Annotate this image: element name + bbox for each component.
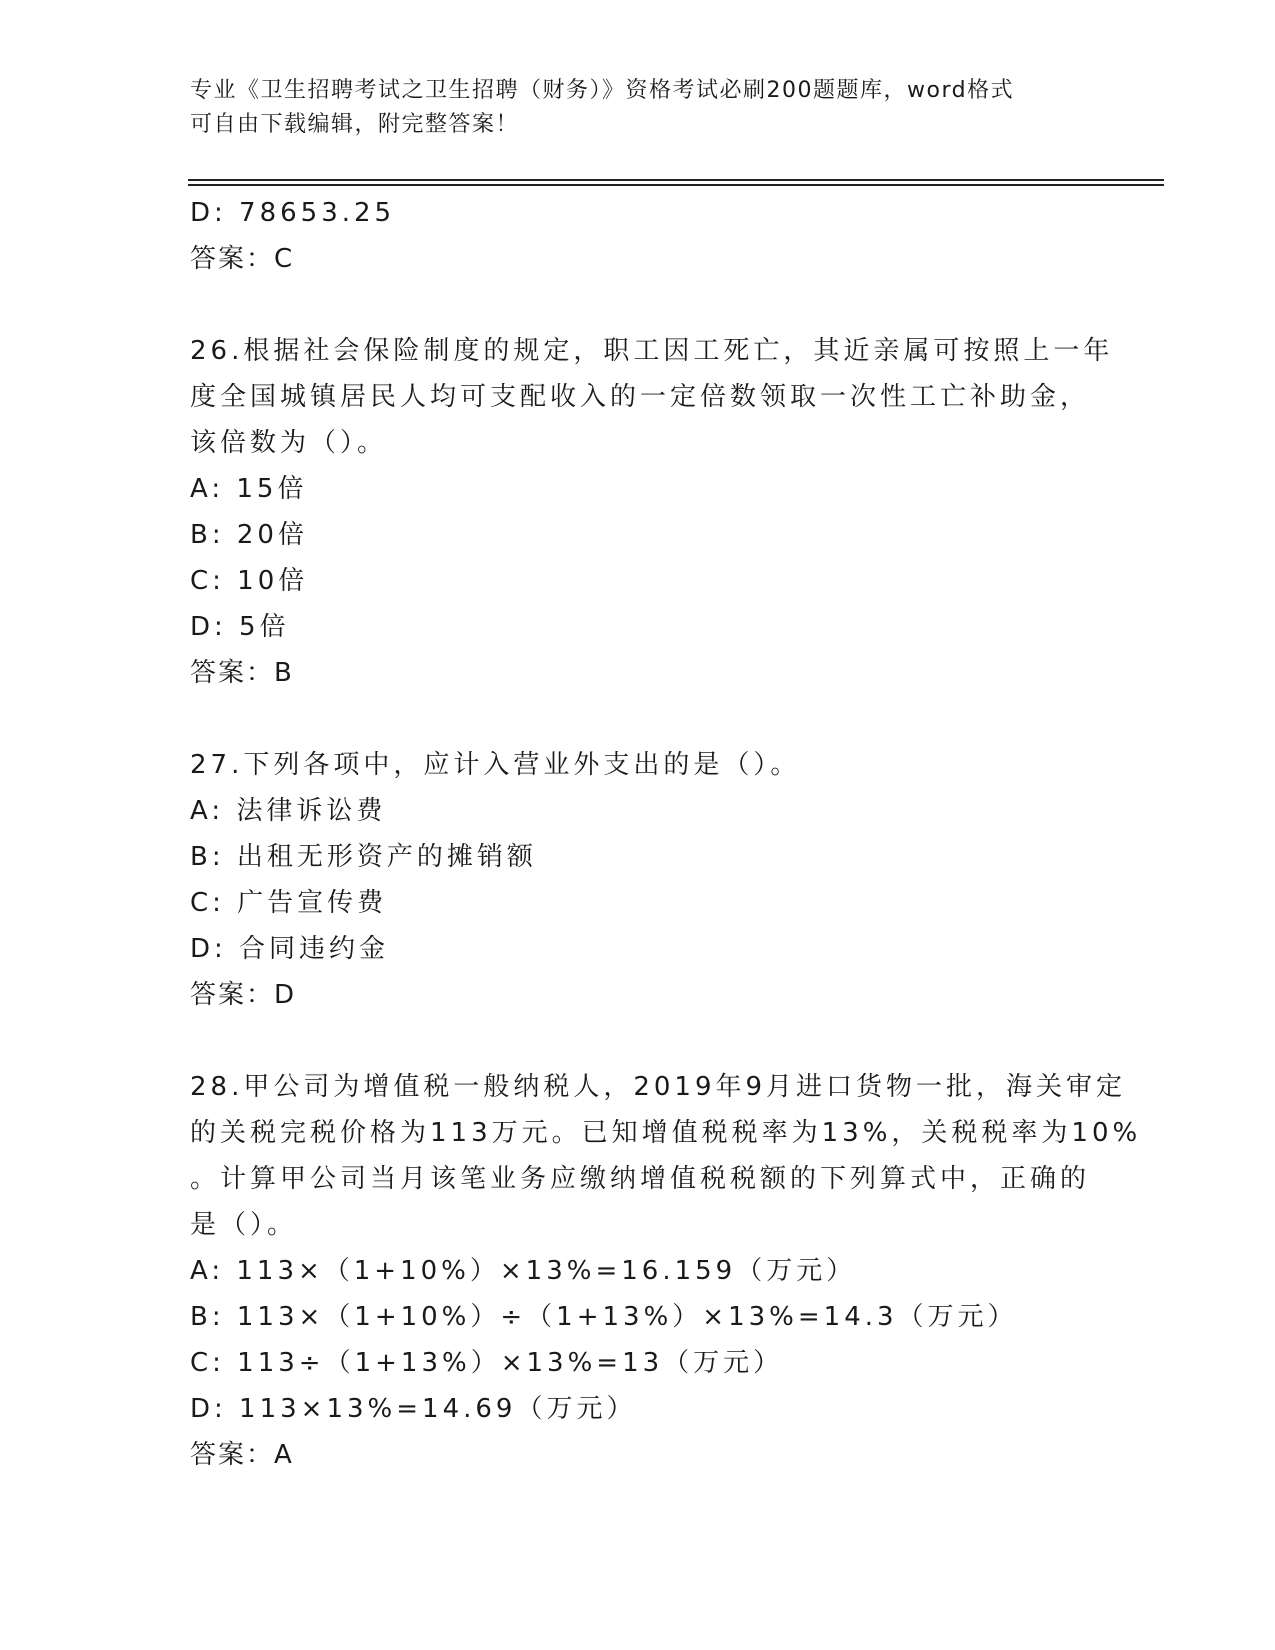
option-c: C: 113÷（1+13%）×13%=13（万元） (190, 1348, 784, 1378)
question-27 (190, 742, 1090, 1018)
header-line-1: 专业《卫生招聘考试之卫生招聘（财务）》资格考试必刷200题题库，word格式 (190, 78, 1015, 103)
question-text-line: 的关税完税价格为113万元。已知增值税税率为13%，关税税率为10% (190, 1118, 1142, 1148)
answer-line: 答案：A (190, 1440, 294, 1470)
option-a: A: 113×（1+10%）×13%=16.159（万元） (190, 1256, 857, 1286)
answer-line: 答案：D (190, 980, 297, 1010)
answer-line: 答案：B (190, 658, 294, 688)
header-line-2: 可自由下载编辑，附完整答案！ (190, 112, 520, 137)
header-rule-top (188, 179, 1164, 181)
option-d: D: 78653.25 (190, 198, 396, 228)
header-rule-bottom (188, 184, 1164, 186)
option-d: D: 合同违约金 (190, 934, 390, 964)
question-text-line: 27.下列各项中，应计入营业外支出的是（）。 (190, 750, 801, 780)
option-b: B: 113×（1+10%）÷（1+13%）×13%=14.3（万元） (190, 1302, 1018, 1332)
question-text-line: 。计算甲公司当月该笔业务应缴纳增值税税额的下列算式中，正确的 (190, 1164, 1091, 1194)
document-header (190, 74, 1090, 142)
option-c: C: 10倍 (190, 566, 309, 596)
option-b: B: 20倍 (190, 520, 308, 550)
question-28 (190, 1064, 1142, 1478)
option-a: A: 15倍 (190, 474, 308, 504)
option-d: D: 5倍 (190, 612, 290, 642)
answer-line: 答案：C (190, 244, 295, 274)
option-d: D: 113×13%=14.69（万元） (190, 1394, 637, 1424)
option-c: C: 广告宣传费 (190, 888, 388, 918)
question-text-line: 是（）。 (190, 1210, 298, 1240)
question-text-line: 26.根据社会保险制度的规定，职工因工死亡，其近亲属可按照上一年 (190, 336, 1114, 366)
question-26 (190, 328, 1114, 696)
option-b: B: 出租无形资产的摊销额 (190, 842, 537, 872)
question-text-line: 28.甲公司为增值税一般纳税人，2019年9月进口货物一批，海关审定 (190, 1072, 1127, 1102)
document-body (190, 190, 1142, 1478)
question-text-line: 该倍数为（）。 (190, 428, 388, 458)
question-text-line: 度全国城镇居民人均可支配收入的一定倍数领取一次性工亡补助金， (190, 382, 1091, 412)
option-a: A: 法律诉讼费 (190, 796, 387, 826)
